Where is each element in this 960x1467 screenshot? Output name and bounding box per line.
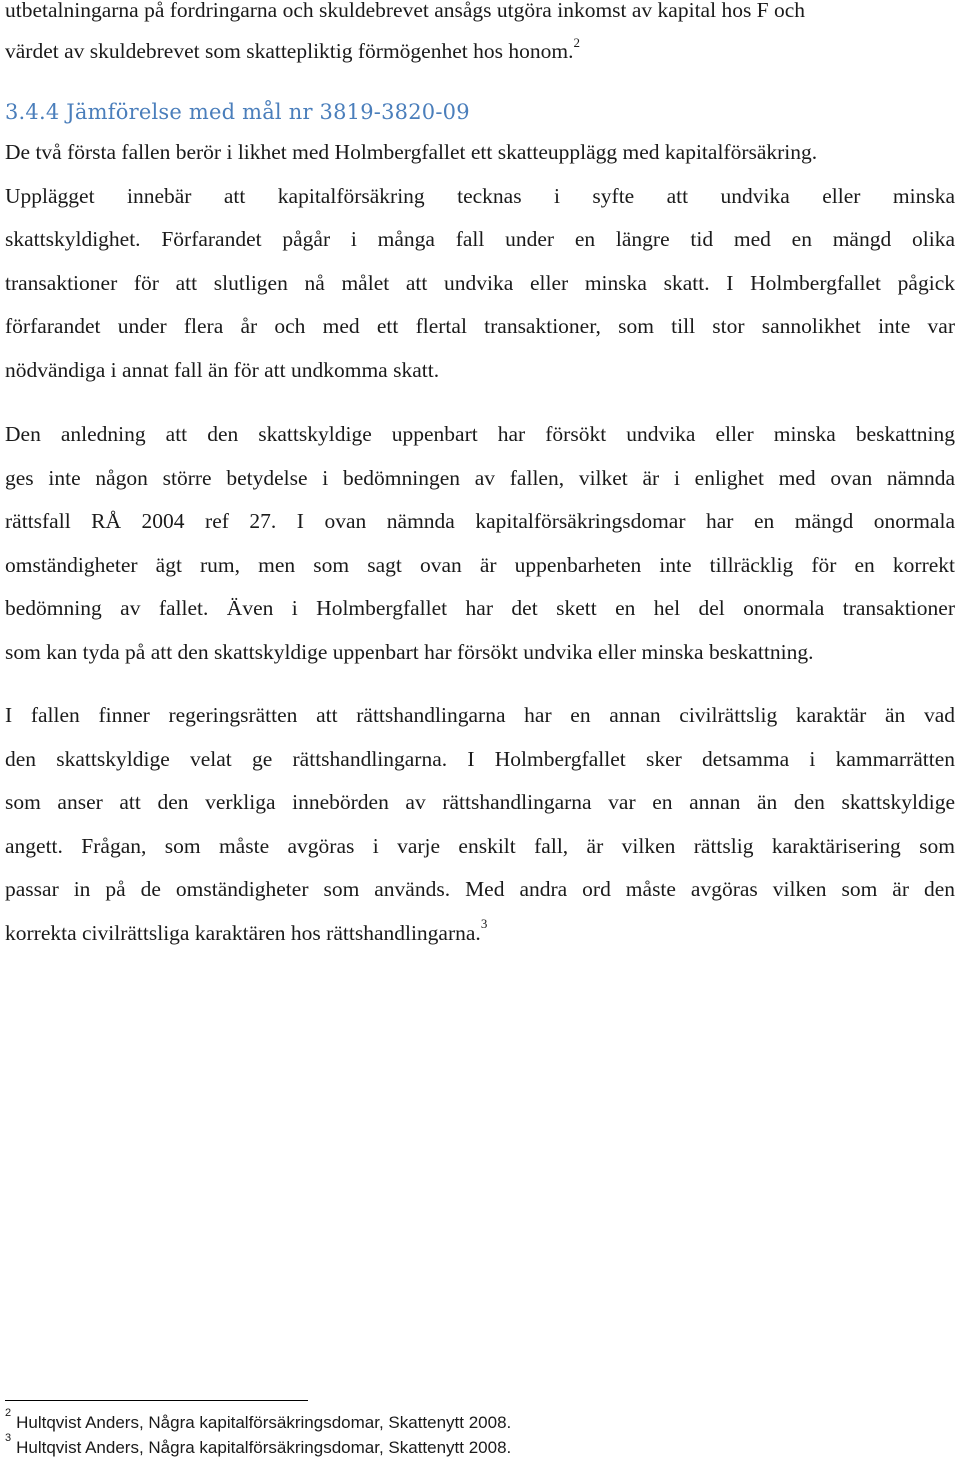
paragraph-line: transaktioner för att slutligen nå målet att undvika eller minska skatt. I Holmbergfallet pågick: [5, 270, 955, 295]
footnotes: [5, 1407, 512, 1460]
footnote-ref-2: 2: [573, 34, 580, 50]
footnote-text: Hultqvist Anders, Några kapitalförsäkringsdomar, Skattenytt 2008.: [16, 1413, 512, 1432]
footnote-ref-3: 3: [480, 916, 488, 932]
footnote-2: [5, 1407, 512, 1435]
paragraph-line: som anser att den verkliga innebörden av rättshandlingarna var en annan än den skattskyldige: [5, 790, 955, 814]
paragraph-line: Upplägget innebär att kapitalförsäkring tecknas i syfte att undvika eller minska: [5, 183, 955, 208]
paragraph-line: förfarandet under flera år och med ett flertal transaktioner, som till stor sannolikhet inte var: [5, 314, 955, 338]
paragraph-line: De två första fallen berör i likhet med Holmbergfallet ett skatteupplägg med kapitalförsäkring.: [5, 140, 818, 164]
paragraph-line: den skattskyldige velat ge rättshandlingarna. I Holmbergfallet sker detsamma i kammarrätten: [5, 746, 955, 771]
footnote-number: 2: [5, 1407, 12, 1420]
paragraph-line: passar in på de omständigheter som används. Med andra ord måste avgöras vilken som är den: [5, 877, 955, 901]
paragraph-3: [5, 694, 955, 955]
footnote-separator: [5, 1400, 308, 1401]
paragraph-1: [5, 131, 955, 392]
paragraph-line: nödvändiga i annat fall än för att undkomma skatt.: [5, 357, 440, 382]
paragraph-line: skattskyldighet. Förfarandet pågår i många fall under en längre tid med en mängd olika: [5, 227, 955, 251]
paragraph-line: rättsfall RÅ 2004 ref 27. I ovan nämnda kapitalförsäkringsdomar har en mängd onormala: [5, 509, 955, 533]
paragraph-line-text: korrekta civilrättsliga karaktären hos rättshandlingarna.: [5, 920, 481, 945]
paragraph-line: omständigheter ägt rum, men som sagt ovan är uppenbarheten inte tillräcklig för en korrekt: [5, 552, 955, 577]
paragraph-line: ges inte någon större betydelse i bedömningen av fallen, vilket är i enlighet med ovan nämnda: [5, 465, 955, 490]
continued-paragraph: [5, 0, 955, 72]
section-heading: 3.4.4 Jämförelse med mål nr 3819-3820-09: [5, 100, 470, 124]
paragraph-line: Den anledning att den skattskyldige uppenbart har försökt undvika eller minska beskattning: [5, 422, 955, 446]
footnote-number: 3: [5, 1432, 12, 1445]
paragraph-line: [5, 912, 955, 956]
footnote-text: Hultqvist Anders, Några kapitalförsäkringsdomar, Skattenytt 2008.: [16, 1438, 512, 1457]
paragraph-line-text: värdet av skuldebrevet som skattepliktig förmögenhet hos honom.: [5, 39, 574, 63]
paragraph-line: angett. Frågan, som måste avgöras i varje enskilt fall, är vilken rättslig karaktärisering som: [5, 833, 955, 858]
paragraph-line: [5, 31, 955, 72]
paragraph-2: [5, 413, 955, 674]
paragraph-line: I fallen finner regeringsrätten att rättshandlingarna har en annan civilrättslig karaktär än vad: [5, 703, 955, 727]
paragraph-line: bedömning av fallet. Även i Holmbergfallet har det skett en hel del onormala transaktioner: [5, 596, 955, 620]
footnote-3: [5, 1432, 512, 1460]
paragraph-line: utbetalningarna på fordringarna och skuldebrevet ansågs utgöra inkomst av kapital hos F och: [5, 0, 806, 22]
paragraph-line: som kan tyda på att den skattskyldige uppenbart har försökt undvika eller minska beskattning.: [5, 639, 814, 664]
